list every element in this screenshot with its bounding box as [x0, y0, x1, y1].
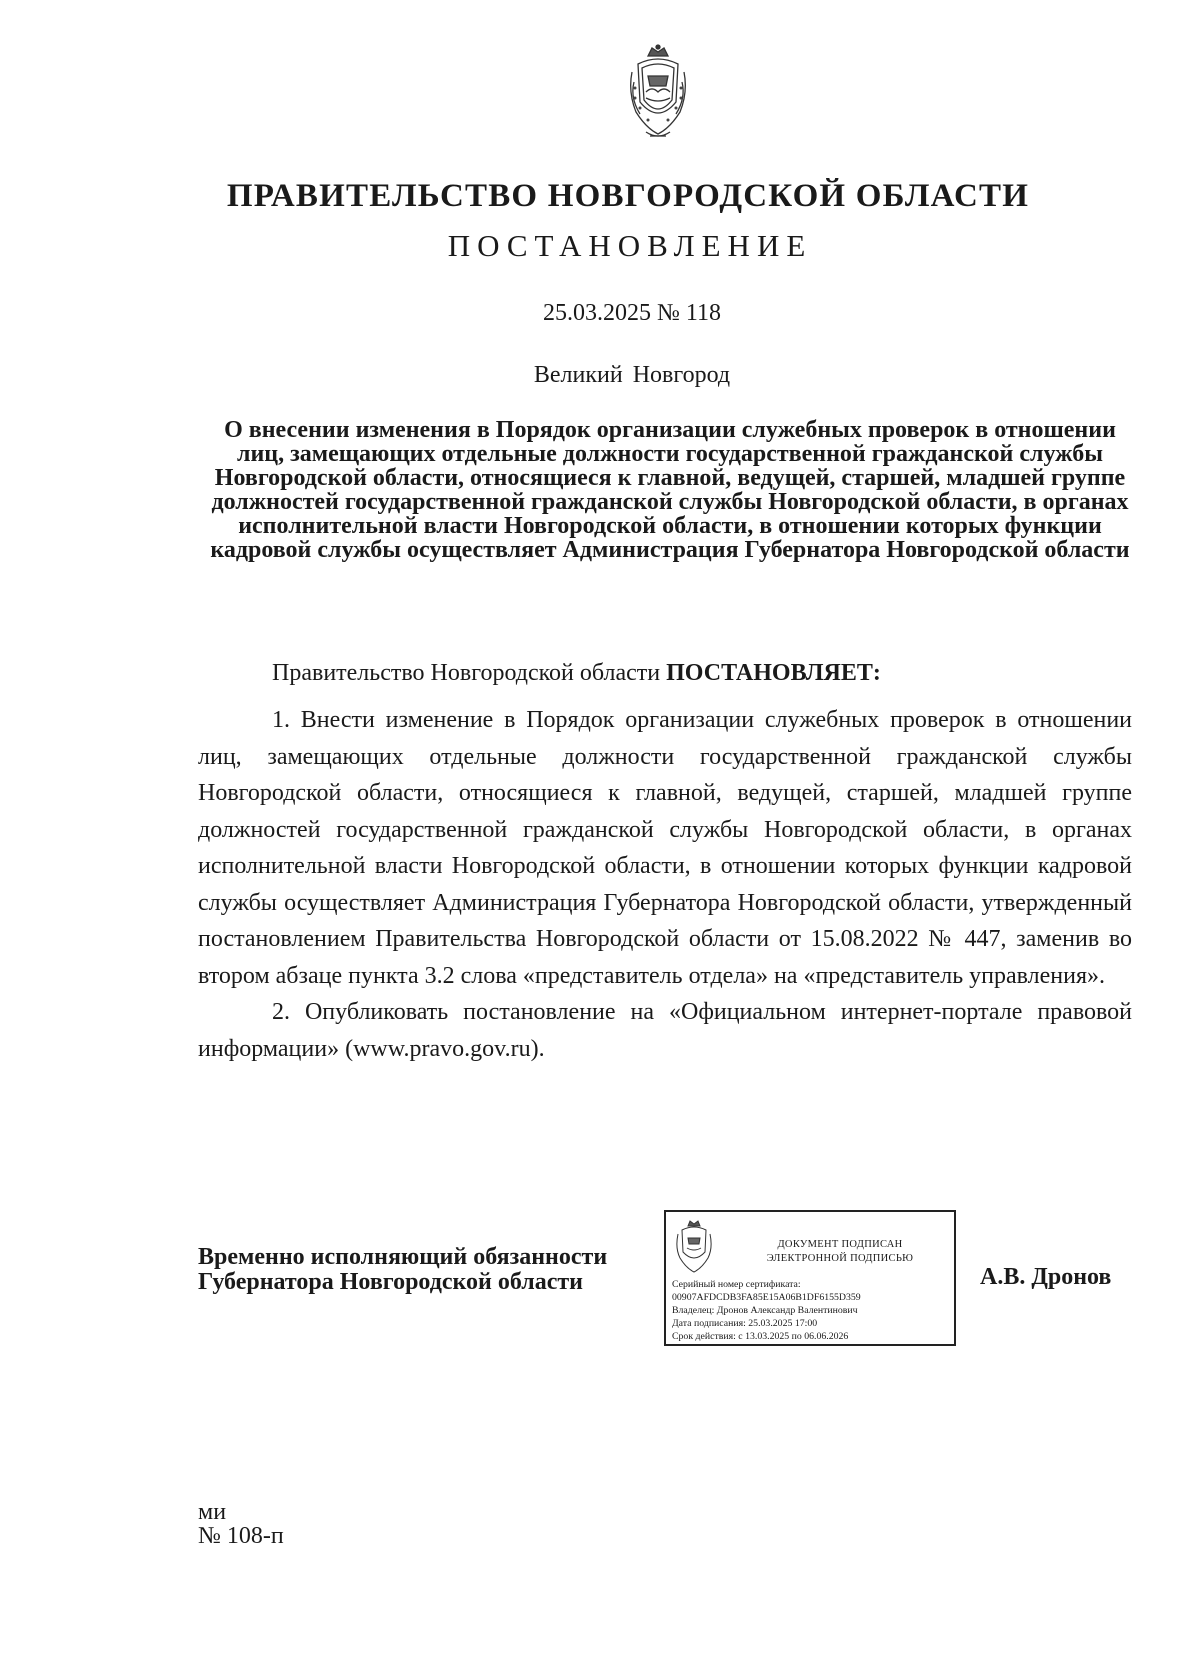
document-date-number: 25.03.2025 № 118: [542, 300, 721, 326]
document-body: [198, 702, 1132, 1067]
esign-serial-label: Серийный номер сертификата:: [672, 1279, 801, 1290]
preamble-resolves: ПОСТАНОВЛЯЕТ:: [666, 660, 881, 686]
document-place: Великий Новгород: [533, 362, 731, 388]
novgorod-coat-of-arms-icon: [674, 1218, 714, 1276]
organization-title: ПРАВИТЕЛЬСТВО НОВГОРОДСКОЙ ОБЛАСТИ: [226, 178, 1030, 214]
executor-number: № 108-п: [198, 1523, 284, 1549]
esign-validity: Срок действия: с 13.03.2025 по 06.06.2026: [672, 1331, 849, 1342]
executor-mark: [198, 1500, 284, 1548]
novgorod-coat-of-arms-icon: [626, 42, 690, 146]
signer-name: А.В. Дронов: [980, 1264, 1112, 1290]
preamble: [272, 660, 881, 687]
document-type: ПОСТАНОВЛЕНИЕ: [447, 228, 813, 263]
signer-position-line-2: Губернатора Новгородской области: [198, 1269, 584, 1295]
signer-position: [198, 1245, 607, 1295]
esign-details: [672, 1278, 952, 1343]
esign-title-line-1: ДОКУМЕНТ ПОДПИСАН: [777, 1239, 903, 1250]
esign-serial: 00907AFDCDB3FA85E15A06B1DF6155D359: [672, 1292, 861, 1303]
signer-position-line-1: Временно исполняющий обязанности: [198, 1244, 608, 1270]
esign-signed-date: Дата подписания: 25.03.2025 17:00: [672, 1318, 818, 1329]
esign-title: [730, 1238, 950, 1266]
esign-title-line-2: ЭЛЕКТРОННОЙ ПОДПИСЬЮ: [766, 1253, 914, 1264]
document-subject: О внесении изменения в Порядок организации служебных проверок в отношении лиц, замещающих отдельные должности государственной гражданской службы Новгородской области, относящиеся к главной, ведущей, старшей, младшей группе должностей государственной гражданской службы Новгородской области, в органах исполнительной власти Новгородской области, в отношении которых функции кадровой службы осуществляет Администрация Губернатора Новгородской области: [210, 417, 1130, 563]
item-1: 1. Внести изменение в Порядок организации служебных проверок в отношении лиц, замещающих отдельные должности государственной гражданской службы Новгородской области, относящиеся к главной, ведущей, старшей, младшей группе должностей государственной гражданской службы Новгородской области, в органах исполнительной власти Новгородской области, в отношении которых функции кадровой службы осуществляет Администрация Губернатора Новгородской области, утвержденный постановлением Правительства Новгородской области от 15.08.2022 № 447, заменив во втором абзаце пункта 3.2 слова «представитель отдела» на «представитель управления».: [198, 707, 1132, 989]
preamble-text: Правительство Новгородской области: [272, 660, 667, 686]
electronic-signature-stamp: [664, 1210, 956, 1346]
executor-initials: ми: [198, 1499, 227, 1525]
esign-owner: Владелец: Дронов Александр Валентинович: [672, 1305, 858, 1316]
item-2: 2. Опубликовать постановление на «Официальном интернет-портале правовой информации» (www.pravo.gov.ru).: [198, 999, 1132, 1062]
